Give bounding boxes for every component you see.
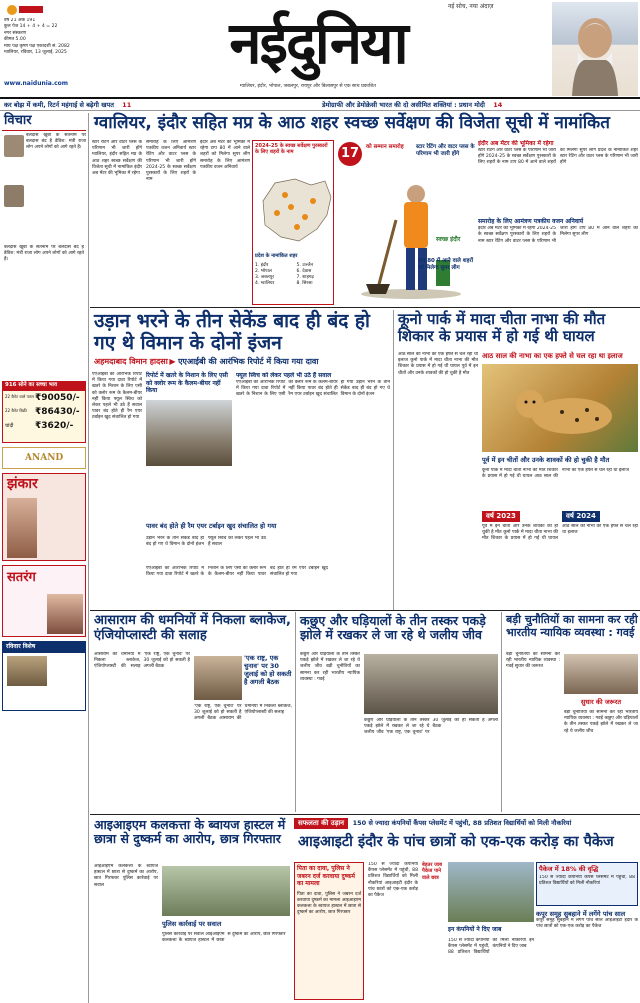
portrait-icon <box>552 2 638 96</box>
plane-kicker: अहमदाबाद विमान हादसा <box>94 357 168 366</box>
year-2023-badge: वर्ष 2023 <box>482 511 520 522</box>
judicial-body: बड़ी चुनौतियों का सामना कर रही भारतीय न्यायिक व्यवस्था : गवई सुधार की जरूरत <box>506 652 560 670</box>
lead-body-col3: इंदौर अब मेंटर की भूमिका में रहेगा टाप 80 में आने वाले शहरों को मिलेगा सुपर लीग समारोह के लिए आमंत्रण पत्रकीय वजन अनिवार्य <box>200 140 250 170</box>
plane-headline[interactable]: उड़ान भरने के तीन सेकेंड बाद ही बंद हो गए थे विमान के दोनों इंजन <box>94 310 370 354</box>
iit-body-2: 150 से ज्यादा कंपनियों कैंपस प्लेसमेंट में पहुंची, 88 प्रतिशत विद्यार्थियों को मिली नौकरियां इन कंपनियों ने दिए जाब <box>448 938 534 956</box>
plane-box1 <box>146 372 232 472</box>
package-growth-title: पैकेज में 18% की वृद्धि <box>539 865 599 873</box>
row4-divider <box>90 814 640 815</box>
ek-raah-body: 'एक राष्ट्र, एक चुनाव' पर 30 जुलाई को हो सकती है अगली बैठक आसाराम की धमनियों में निकला ब्लाकेज, एंजियोप्लास्टी की सलाह <box>194 704 292 722</box>
pita-box-title: पिता का दावा, पुलिस ने जबरन दर्ज करवाया दुष्कर्म का मामला <box>297 865 355 887</box>
package-growth-box <box>536 862 638 906</box>
iim-campus-photo <box>162 866 290 916</box>
city-item: 5. उज्जैन <box>296 263 314 268</box>
smugglers-photo <box>364 654 498 714</box>
plane-box1-title: रिपोर्ट में खतरे के निशान के लिए एसी को क्लोर रूम के कैलम-बीयर नहीं किया <box>146 372 228 394</box>
gold-22k-value: ₹90050/- <box>35 393 80 403</box>
indore-heading: इंदौर अब मेंटर की भूमिका में रहेगा <box>478 140 554 147</box>
asaram-body: आसाराम की धमनियों में निकला ब्लाकेज, एंजियोप्लास्टी की सलाह 'एक राष्ट्र, एक चुनाव' पर 30 जुलाई को हो सकती है अगली बैठक <box>94 652 190 670</box>
plane-box2-body: फ्यूल स्विच को लेकर पहले भी उठे हैं सवाल एएआईबी की आरंभिक रिपोर्ट में किया गया दावा रिपोर्ट में खतरे के निशान के लिए एसी को क्लोर रूम के कैलम-बीयर नहीं किया पावर बंद होते ही रैम एयर टर्बाइन खुद संचालित हो गया उड़ान भरने के तीन सेकेंड बाद ही बंद हो गए थे विमान के दोनों इंजन <box>236 372 390 398</box>
satrang-photo <box>47 594 83 634</box>
iit-headline[interactable]: आइआइटी इंदौर के पांच छात्रों को एक-एक करोड़ का पैकेज <box>298 834 614 850</box>
year-2024-badge: वर्ष 2024 <box>562 511 600 522</box>
cheetah-headline[interactable]: कूनो पार्क में मादा चीता नाभा की मौत शिकार के प्रयास में हो गई थी घायल <box>398 310 606 346</box>
lead-body-col1: स्टार रेटिंग और वाटर प्लस के परिणाम भी जारी होंगे ग्वालियर, इंदौर सहित मप्र के आठ शहर स्वच्छ सर्वेक्षण की विजेता सूची में नामांकित इंदौर अब मेंटर की भूमिका में रहेगा <box>92 140 142 176</box>
cheetah-caption: आठ साल की नाभा का एक हफ्ते से चल रहा था इलाज <box>482 352 623 360</box>
samaroh-heading: समारोह के लिए आमंत्रण पत्रकीय वजन अनिवार्य <box>478 218 584 226</box>
smuggling-body: कछुए और घड़ियालों के तीन तस्कर पकड़े झोले में रखकर ले जा रहे थे जलीय जीव बड़ी चुनौतियों का सामना कर रही भारतीय न्यायिक व्यवस्था : गवई <box>300 652 360 682</box>
iit-body: 150 से ज्यादा कंपनियों कैंपस प्लेसमेंट में पहुंची, 88 प्रतिशत विद्यार्थियों को मिली नौकरियां आइआइटी इंदौर के पांच छात्रों को एक-एक करोड़ का पैकेज <box>368 862 418 898</box>
city-item: 2. भोपाल <box>255 269 272 275</box>
asaram-headline[interactable]: आसाराम की धमनियों में निकला ब्लाकेज, एंजियोप्लास्टी की सलाह <box>94 613 291 643</box>
police-body: पुलिस कार्रवाई पर सवाल आइआइएम कलकत्ता के ब्वायज हास्टल में छात्रा से दुष्कर्म का आरोप, छात्र गिरफ्तार <box>162 932 286 944</box>
sidebar-divider <box>88 113 89 1003</box>
gold-22k-sell-value: ₹86430/- <box>35 407 80 417</box>
iit-campus-photo <box>448 862 534 922</box>
gold-rate-box <box>2 381 86 443</box>
inset-title: प्रदेश के नामांकित शहर <box>255 253 298 259</box>
row3-divider-2 <box>501 612 502 812</box>
columnist-avatar-2 <box>4 185 24 207</box>
plane-box3 <box>146 522 390 534</box>
row3-divider-1 <box>295 612 296 812</box>
judicial-caption: सुधार की जरूरत <box>580 698 622 706</box>
dainik-jagran-logo <box>4 2 44 16</box>
award-text: को सम्मान समारोह <box>366 144 404 150</box>
judicial-body-2: बड़ी चुनौतियों का सामना कर रही भारतीय न्यायिक व्यवस्था : गवई कछुए और घड़ियालों के तीन तस्कर पकड़े झोले में रखकर ले जा रहे थे जलीय जीव <box>564 710 638 734</box>
cheetah-list: कूनो पार्क में मादा चीता नाभा की मौत शिकार के प्रयास में हो गई थी घायल आठ साल की नाभा का एक हफ्ते से चल रहा था इलाज <box>482 468 629 480</box>
zingar-photo <box>7 498 37 558</box>
police-box: पुलिस कार्रवाई पर सवाल <box>162 920 222 928</box>
masthead <box>0 0 640 100</box>
iim-headline[interactable]: आइआइएम कलकत्ता के ब्वायज हास्टल में छात्रा से दुष्कर्म का आरोप, छात्र गिरफ्तार <box>94 817 286 847</box>
sun-logo-icon <box>4 2 44 16</box>
satrang-promo[interactable] <box>2 565 86 637</box>
city-item: 1. इंदौर <box>255 263 269 268</box>
swachh-label: स्वच्छ इंदौर <box>436 236 461 243</box>
masthead-divider <box>0 97 640 99</box>
tap-label: टाप 80 में आने वाले शहरों को मिलेगा सुपर लीग <box>418 258 474 271</box>
judicial-headline[interactable]: बड़ी चुनौतियों का सामना कर रही भारतीय न्यायिक व्यवस्था : गवई <box>506 613 638 639</box>
iit-strap-text: 150 से ज्यादा कंपनियों कैंपस प्लेसमेंट में पहुंची, 88 प्रतिशत विद्यार्थियों को मिली नौकरियां <box>352 819 572 827</box>
ticker-left[interactable]: कर बोझ में कमी, रिटर्न महंगाई से बढ़ेगी खपत 11 <box>4 101 132 109</box>
plane-body-bottom: एएआईबी की आरंभिक रिपोर्ट में किया गया दावा रिपोर्ट में खतरे के निशान के लिए एसी को क्लोर रूम के कैलम-बीयर नहीं किया पावर बंद होते ही रैम एयर टर्बाइन खुद संचालित हो गया <box>146 566 328 578</box>
gold-22k-label: 22 कैरेट वाले पतल <box>5 394 34 399</box>
silver-label: चांदी <box>5 423 14 429</box>
gold-rate-title: 916 सोने का सच्चा भाव <box>3 382 85 391</box>
ticker-right[interactable]: डेमोग्राफी और डेमोक्रेसी भारत की दो असीमित शक्तियां : प्रधान मोदी 14 <box>322 101 503 109</box>
lead-body-col2: समारोह के लिए आमंत्रण पत्रकीय वजन अनिवार्य स्टार रेटिंग और वाटर प्लस के परिणाम भी जारी होंगे 2024-25 के स्वच्छ सर्वेक्षण पुरस्कारों के लिए शहरों के नाम <box>146 140 196 183</box>
cheetah-sub: पूर्व में इन चीतों और उनके शावकों की हो चुकी है मौत <box>482 456 610 464</box>
lead-headline[interactable]: ग्वालियर, इंदौर सहित मप्र के आठ शहर स्वच्छ सर्वेक्षण की विजेता सूची में नामांकित <box>94 113 610 133</box>
city-item: 4. ग्वालियर <box>255 281 275 287</box>
anand-logo: ANAND <box>25 453 64 463</box>
plane-body-col2: उड़ान भरने के तीन सेकेंड बाद ही बंद हो गए थे विमान के दोनों इंजन फ्यूल स्विच को लेकर पहले भी उठे हैं सवाल <box>146 536 266 548</box>
plane-body-col1: एएआईबी की आरंभिक रिपोर्ट में किया गया दावा रिपोर्ट में खतरे के निशान के लिए एसी को क्लोर रूम के कैलम-बीयर नहीं किया फ्यूल स्विच को लेकर पहले भी उठे हैं सवाल पावर बंद होते ही रैम एयर टर्बाइन खुद संचालित हो गया <box>92 372 142 421</box>
ravivar-promo[interactable] <box>2 641 86 711</box>
plane-box3-title: पावर बंद होते ही रैम एयर टर्बाइन खुद संचालित हो गया <box>146 522 277 530</box>
vichar-title: विचार <box>4 113 32 128</box>
map-sub-box: 2024-25 के स्वच्छ सर्वेक्षण पुरस्कारों के लिए शहरों के नाम <box>255 143 328 156</box>
ravivar-title: रविवार विशेष <box>3 642 85 653</box>
star-heading: स्टार रेटिंग और वाटर प्लस के परिणाम भी जारी होंगे <box>416 144 475 157</box>
cheetah-icon <box>482 364 638 452</box>
vichar-text: बलदास खूबी के सतनाम पर बलदास बंद है डेविश: मंत्री राजा लोग अपने लोगों को आगे रहते हैं। <box>26 133 86 151</box>
city-map-inset <box>252 140 334 305</box>
ek-raah-title: 'एक राष्ट्र, एक चुनाव' पर 30 जुलाई को हो सकती है अगली बैठक <box>244 654 292 687</box>
vichar-divider <box>2 130 86 131</box>
vichar-text-2: बलदास खूबी के सतनाम पर बलदास बंद है डेविश: मंत्री राजा लोग अपने लोगों को आगे रहते हैं। <box>4 245 84 263</box>
center-divider <box>393 310 394 610</box>
smuggling-headline[interactable]: कछुए और घड़ियालों के तीन तस्कर पकड़े झोले में रखकर ले जा रहे थे जलीय जीव <box>300 613 486 643</box>
judge-photo <box>564 654 638 694</box>
zingar-title: झंकार <box>7 476 38 492</box>
columnist-avatar <box>4 135 24 157</box>
city-item: 8. सिरसा <box>296 281 313 287</box>
iit-kicker: सफलता की उड़ान <box>294 818 348 829</box>
crash-photo <box>146 400 232 466</box>
iim-body: आइआइएम कलकत्ता के ब्वायज हास्टल में छात्रा से दुष्कर्म का आरोप, छात्र गिरफ्तार पुलिस कार्रवाई पर सवाल <box>94 864 158 888</box>
city-list <box>255 263 333 287</box>
lead-divider <box>90 307 640 308</box>
package-growth-body: 150 से ज्यादा कंपनियों कैंपस प्लेसमेंट में पहुंची, 88 प्रतिशत विद्यार्थियों को मिली नौकरियां <box>539 875 635 887</box>
ravivar-photo <box>7 656 47 686</box>
kapoor-box <box>536 910 638 1000</box>
kapoor-box-title: कपूर समूह सुबहाने में लगेंगे पांच साल <box>536 910 626 918</box>
zingar-promo[interactable] <box>2 473 86 561</box>
city-item: 3. जबलपुर <box>255 275 275 281</box>
mid-divider <box>90 610 640 611</box>
kicker-arrow-icon: ▶ <box>169 357 179 366</box>
pita-box <box>294 862 364 1000</box>
city-item: 6. देवास <box>296 269 312 275</box>
edition-info: वर्ष 21 अंक 191 कुल पेज 14 + 4 + 4 = 22 नगर संस्करण कीमत 5.00 माघ पक्ष कृष्ण पक्ष एकादशी सं. 2082 ग्वालियर, रविवार, 13 जुलाई, 2025 <box>4 18 70 56</box>
packages-box <box>422 862 446 1000</box>
sweeper-illustration <box>336 140 476 305</box>
cheetah-body: आठ साल की नाभा का एक हफ्ते से चल रहा था इलाज कूनो पार्क में मादा चीता नाभा की मौत शिकार के प्रयास में हो गई थी घायल पूर्व में इन चीतों और उनके शावकों की हो चुकी है मौत <box>398 352 478 376</box>
cheetah-photo <box>482 364 638 452</box>
kapoor-body: कपूर समूह सुबहाने में लगेंगे पांच साल आइआइटी इंदौर के पांच छात्रों को एक-एक करोड़ का पैकेज <box>536 918 638 930</box>
sidebar <box>2 113 86 1001</box>
gold-22k-sell-label: 22 कैरेट बिक्री <box>5 408 27 413</box>
tagline: नई सोच, नया अंदाज़ <box>448 3 494 10</box>
cheetah-list-2: पूर्व में इन चीतों और उनके शावकों की हो चुकी है मौत कूनो पार्क में मादा चीता नाभा की मौत शिकार के प्रयास में हो गई थी घायल आठ साल की नाभा का एक हफ्ते से चल रहा था इलाज <box>482 524 638 542</box>
silver-value: ₹3620/- <box>35 421 74 431</box>
satrang-title: सतरंग <box>7 570 36 585</box>
website-url[interactable]: www.naidunia.com <box>4 80 69 87</box>
ticker-bar <box>0 100 640 111</box>
award-badge: 17 <box>338 142 362 166</box>
iit-strap <box>294 818 640 831</box>
mp-state-map <box>255 171 333 251</box>
editions-line: ग्वालियर, इंदौर, भोपाल, जबलपुर, रायपुर और बिलासपुर से एक साथ प्रकाशित <box>240 84 376 89</box>
pita-body: पिता का दावा, पुलिस ने जबरन दर्ज करवाया दुष्कर्म का मामला आइआइएम कलकत्ता के ब्वायज हास्टल में छात्रा से दुष्कर्म का आरोप, छात्र गिरफ्तार <box>297 891 362 916</box>
plane-box2-title: फ्यूल स्विच को लेकर पहले भी उठे हैं सवाल <box>236 372 332 379</box>
smuggling-body-2: कछुए और घड़ियालों के तीन तस्कर पकड़े झोले में रखकर ले जा रहे थे जलीय जीव 'एक राष्ट्र, एक चुनाव' पर 30 जुलाई को हो सकती है अगली बैठक <box>364 718 498 736</box>
leader-photo <box>552 2 638 96</box>
city-item: 7. शाहगढ़ <box>296 275 314 281</box>
company-box: इन कंपनियों ने दिए जाब <box>448 926 502 933</box>
anand-ad[interactable] <box>2 447 86 469</box>
packages-box-title: बेहतर जाब पैकेज पाने वाले छात्र <box>422 862 443 881</box>
plane-kicker-row <box>94 357 394 369</box>
asaram-photo <box>194 656 242 700</box>
page-title: नईदुनिया <box>229 9 407 77</box>
plane-subhead: एएआईबी की आरंभिक रिपोर्ट में किया गया दावा <box>178 357 319 366</box>
lead-right-text: इंदौर अब मेंटर की भूमिका में रहेगा स्टार रेटिंग और वाटर प्लस के परिणाम भी जारी होंगे 2024-25 के स्वच्छ सर्वेक्षण पुरस्कारों के लिए शहरों के नाम टाप 80 में आने वाले शहरों को मिलेगा सुपर लीग प्रदेश के नामांकित शहर स्टार रेटिंग और वाटर प्लस के परिणाम भी जारी होंगे समारोह के लिए आमंत्रण पत्रकीय वजन अनिवार्य इंदौर अब मेंटर की भूमिका में रहेगा 2024-25 के स्वच्छ सर्वेक्षण पुरस्कारों के लिए शहरों के नाम स्टार रेटिंग और वाटर प्लस के परिणाम भी जारी होंगे टाप 80 में आने वाले शहरों को मिलेगा सुपर लीग <box>478 140 638 244</box>
